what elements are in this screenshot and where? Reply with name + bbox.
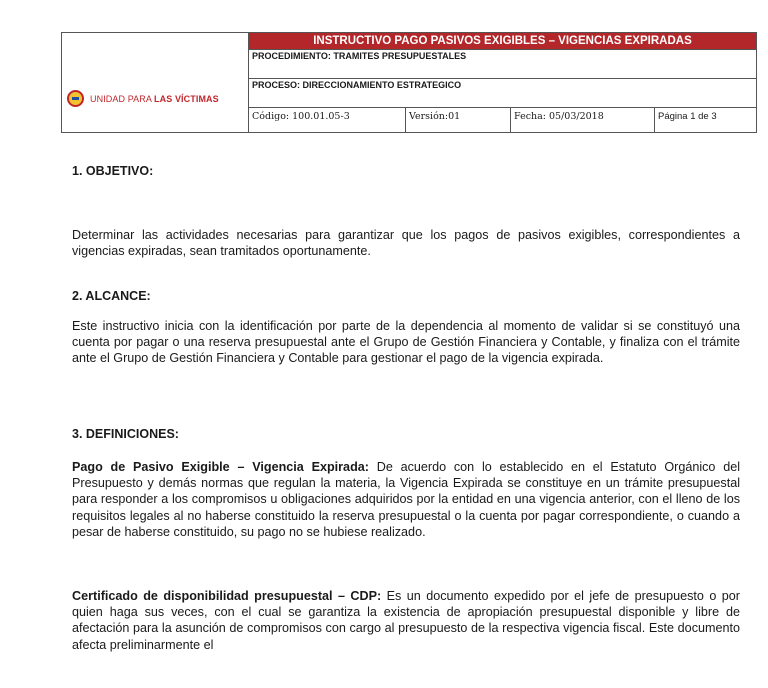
- fecha-cell: Fecha: 05/03/2018: [511, 108, 655, 132]
- alcance-paragraph: Este instructivo inicia con la identificación por parte de la dependencia al momento de validar si se constituyó una cuenta por pagar o una reserva presupuestal ante el Grupo de Gestión Financiera y Contable, y finaliza con el trámite ante el Grupo de Gestión Financiera y Contable para gestionar el pago de la vigencia expirada.: [72, 319, 740, 366]
- codigo-cell: Código: 100.01.05-3: [249, 108, 406, 132]
- logo-cell: [62, 33, 249, 132]
- proceso-label: PROCESO: DIRECCIONAMIENTO ESTRATEGICO: [252, 80, 462, 90]
- procedimiento-row: [249, 49, 756, 78]
- metadata-row: [249, 107, 756, 132]
- logo-text-normal: UNIDAD PARA: [90, 93, 155, 104]
- definition-text: Es un documento expedido por el jefe de presupuesto o por quien haga sus veces, con el cual se garantiza la existencia de apropiación presupuestal disponible y libre de afectación para la asunción de compromisos con cargo al presupuesto de la respectiva vigencia fiscal. Este documento afecta preliminarmente el: [72, 589, 740, 652]
- section-heading-alcance: 2. ALCANCE:: [72, 289, 151, 303]
- coat-of-arms-icon: [67, 90, 84, 107]
- definition-term: Pago de Pasivo Exigible – Vigencia Expirada:: [72, 460, 369, 474]
- document-header-table: [61, 32, 757, 133]
- pagina-cell: Página 1 de 3: [658, 111, 717, 122]
- logo-text-bold: LAS VÍCTIMAS: [154, 93, 219, 104]
- objetivo-paragraph: Determinar las actividades necesarias para garantizar que los pagos de pasivos exigibles, correspondientes a vigencias expiradas, sean tramitados oportunamente.: [72, 228, 740, 259]
- proceso-row: [249, 78, 756, 107]
- logo-text: [90, 94, 219, 104]
- version-cell: Versión:01: [406, 108, 511, 132]
- section-heading-objetivo: 1. OBJETIVO:: [72, 164, 154, 178]
- unidad-victimas-logo: [67, 90, 219, 107]
- definition-cdp: [72, 588, 740, 653]
- definition-term: Certificado de disponibilidad presupuestal – CDP:: [72, 589, 382, 603]
- definition-text: De acuerdo con lo establecido en el Estatuto Orgánico del Presupuesto y demás normas que regulan la materia, la Vigencia Expirada se constituye en un trámite presupuestal para responder a los compromisos u obligaciones adquiridos por la entidad en una vigencia anterior, con el lleno de los requisitos legales al no haberse constituido la reserva presupuestal o la cuenta por pagar correspondiente, o cuando a pesar de haberse constituido, su pago no se hubiese realizado.: [72, 460, 741, 539]
- definition-pasivo-exigible: [72, 459, 740, 540]
- section-heading-definiciones: 3. DEFINICIONES:: [72, 427, 179, 441]
- document-title: INSTRUCTIVO PAGO PASIVOS EXIGIBLES – VIGENCIAS EXPIRADAS: [249, 33, 756, 49]
- procedimiento-label: PROCEDIMIENTO: TRAMITES PRESUPUESTALES: [252, 51, 467, 61]
